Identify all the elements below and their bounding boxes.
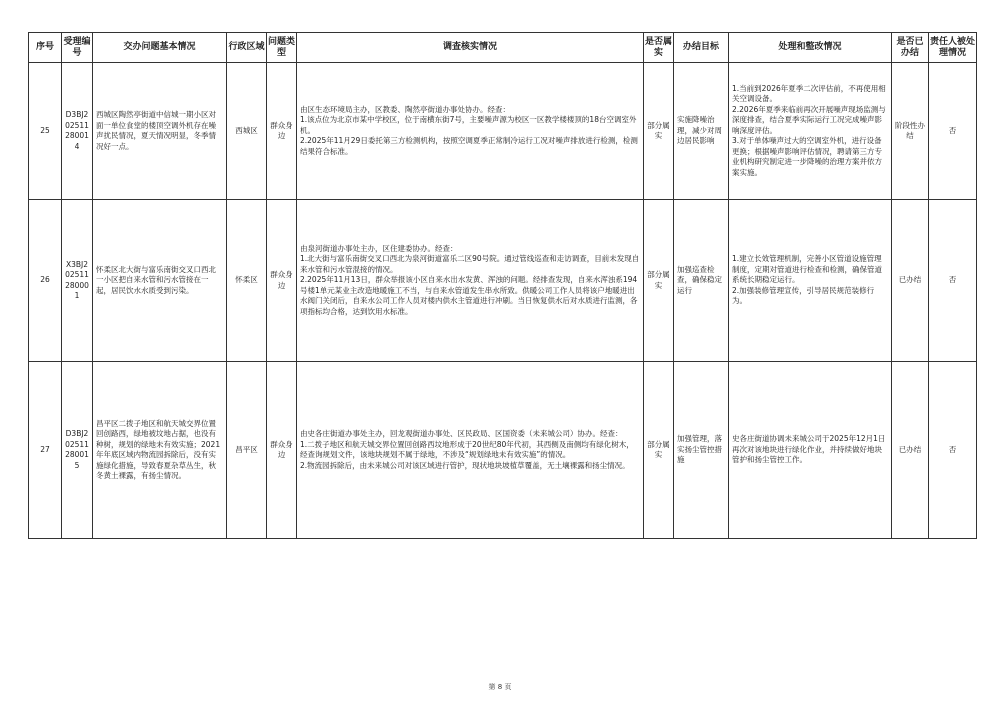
- investigation-paragraph: 由史各庄街道办事处主办，回龙观街道办事处、区民政局、区国资委（未来城公司）协办。经查：: [300, 429, 623, 438]
- rectification-paragraph: 1.当前到2026年夏季二次评估前，不再使用相关空调设备。: [732, 83, 886, 104]
- row-rectification: [729, 200, 892, 362]
- header-seq: 序号: [29, 33, 62, 63]
- row-seq: 25: [29, 63, 62, 200]
- table-row: [29, 63, 977, 200]
- investigation-paragraph: 由区生态环境局主办，区教委、陶然亭街道办事处协办。经查：: [300, 104, 510, 114]
- row-issue: 昌平区二拨子地区和航天城交界位置回创路西，绿地被坟地占据，也没有种树，规划的绿地未有效实施；2021年年底区域内物流园拆除后，没有实施绿化措施，导致春夏杂草丛生，秋冬黄土裸露，有扬尘情况。: [93, 362, 227, 539]
- row-code: X3BJ202511280001: [62, 200, 93, 362]
- row-seq: 26: [29, 200, 62, 362]
- table-row: [29, 362, 977, 539]
- page-number: 第 8 页: [488, 683, 512, 691]
- row-goal: 加强管理，落实扬尘管控措施: [674, 362, 729, 539]
- investigation-paragraph: 由泉河街道办事处主办，区住建委协办。经查：: [300, 243, 458, 253]
- rectification-paragraph: 2.2026年夏季来临前再次开展噪声现场监测与深度排查，结合夏季实际运行工况完成噪声影响深度评估。: [732, 104, 886, 135]
- row-district: 怀柔区: [227, 200, 267, 362]
- row-goal: 实施降噪治理，减少对周边居民影响: [674, 63, 729, 200]
- rectification-paragraph: 3.对于单体噪声过大的空调室外机，进行设备更换；根据噪声影响评估情况，聘请第三方专业机构研究制定进一步降噪的治理方案并依方案实施。: [732, 136, 882, 177]
- row-verified: 部分属实: [644, 63, 674, 200]
- row-investigation: [297, 200, 644, 362]
- header-done: 是否已办结: [892, 33, 929, 63]
- row-investigation: [297, 63, 644, 200]
- row-investigation: [297, 362, 644, 539]
- rectification-paragraph: 1.建立长效管理机制，完善小区管道设施管理制度，定期对管道进行检查和检测，确保管道系统长期稳定运行。: [732, 254, 882, 285]
- row-accountable: 否: [929, 63, 977, 200]
- row-verified: 部分属实: [644, 362, 674, 539]
- report-table: [28, 32, 977, 539]
- row-accountable: 否: [929, 200, 977, 362]
- row-code: D3BJ202511280015: [62, 362, 93, 539]
- row-type: 群众身边: [267, 200, 297, 362]
- row-code: D3BJ202511280014: [62, 63, 93, 200]
- row-goal: 加强巡查检查，确保稳定运行: [674, 200, 729, 362]
- rectification-paragraph: 史各庄街道协调未来城公司于2025年12月1日再次对该地块进行绿化作业，并持续做好地块管护和扬尘管控工作。: [732, 434, 886, 465]
- row-district: 昌平区: [227, 362, 267, 539]
- row-rectification: [729, 63, 892, 200]
- row-district: 西城区: [227, 63, 267, 200]
- header-code: 受理编号: [62, 33, 93, 63]
- row-done: 已办结: [892, 362, 929, 539]
- row-done: 阶段性办结: [892, 63, 929, 200]
- header-type: 问题类型: [267, 33, 297, 63]
- row-done: 已办结: [892, 200, 929, 362]
- row-type: 群众身边: [267, 63, 297, 200]
- header-investigation: 调查核实情况: [297, 33, 644, 63]
- row-type: 群众身边: [267, 362, 297, 539]
- row-issue: 怀柔区北大街与富乐南街交叉口西北一小区把自来水管和污水管接在一起，居民饮水水质受到污染。: [93, 200, 227, 362]
- rectification-paragraph: 2.加强装修管理宣传，引导居民规范装修行为。: [732, 285, 875, 306]
- header-issue: 交办问题基本情况: [93, 33, 227, 63]
- table-header: [29, 33, 977, 63]
- row-verified: 部分属实: [644, 200, 674, 362]
- investigation-paragraph: 2.2025年11月13日，群众举报该小区自来水出水发黄、浑浊的问题。经排查发现，自来水浑浊系194号楼1单元某业主改造地暖施工不当，与自来水管道发生串水所致。供暖公司工作人员将该户地暖进出水阀门关闭后，自来水公司工作人员对楼内供水主管道进行冲刷。当日恢复供水后对水质进行监测，各项指标均合格，达到饮用水标准。: [300, 275, 638, 316]
- table-row: [29, 200, 977, 362]
- header-verified: 是否属实: [644, 33, 674, 63]
- header-district: 行政区域: [227, 33, 267, 63]
- header-goal: 办结目标: [674, 33, 729, 63]
- row-rectification: [729, 362, 892, 539]
- investigation-paragraph: 1.北大街与富乐南街交叉口西北为泉河街道富乐二区90号院。通过管线巡查和走访调查，目前未发现自来水管和污水管混接的情况。: [300, 254, 640, 274]
- investigation-paragraph: 1.该点位为北京市某中学校区，位于南横东街7号，主要噪声源为校区一区教学楼楼顶的18台空调室外机。: [300, 115, 637, 135]
- investigation-paragraph: 2.物流园拆除后，由未来城公司对该区域进行管护，现状地块坡植草覆盖，无土壤裸露和扬尘情况。: [300, 460, 630, 470]
- header-rectification: 处理和整改情况: [729, 33, 892, 63]
- row-issue: 西城区陶然亭街道中信城一期小区对面一单位食堂的楼顶空调外机存在噪声扰民情况，夏天情况明显，冬季情况好一点。: [93, 63, 227, 200]
- row-seq: 27: [29, 362, 62, 539]
- header-accountable: 责任人被处理情况: [929, 33, 977, 63]
- investigation-paragraph: 1.二拨子地区和航天城交界位置回创路西坟地形成于20世纪80年代初，其西侧及南侧均有绿化树木，经查询规划文件，该地块规划不属于绿地，不涉及“规划绿地未有效实施”的情况。: [300, 439, 634, 459]
- investigation-paragraph: 2.2025年11月29日委托第三方检测机构，按照空调夏季正常制冷运行工况对噪声排放进行检测，检测结果符合标准。: [300, 136, 638, 156]
- row-accountable: 否: [929, 362, 977, 539]
